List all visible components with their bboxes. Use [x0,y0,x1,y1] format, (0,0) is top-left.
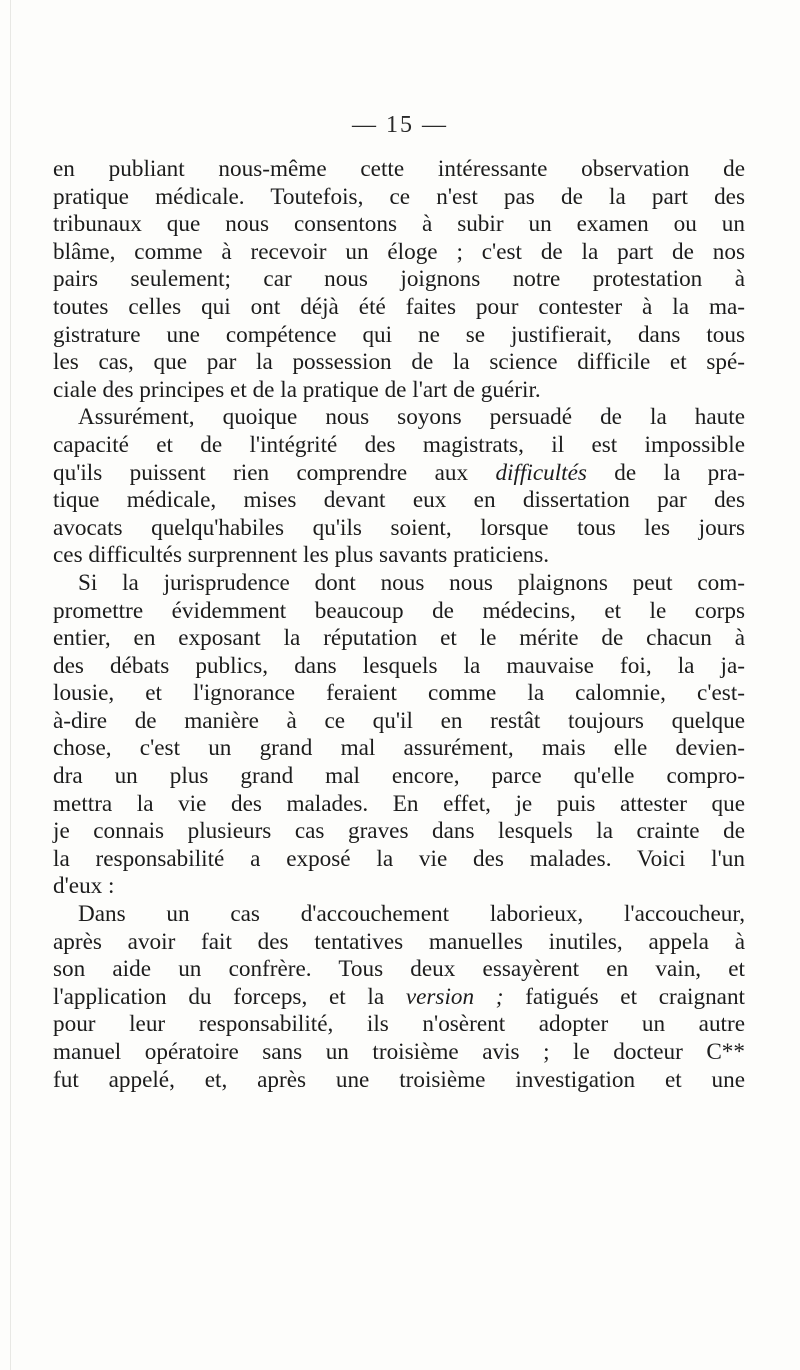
text-segment: ces difficultés surprennent les plus savants praticiens. [53,542,550,569]
text-line [53,487,745,515]
text-segment: fut appelé, et, après une troisième investigation et une [53,1066,745,1093]
text-line [53,570,745,598]
text-line [53,873,745,901]
page-edge-shadow [10,0,11,1370]
text-segment: tique médicale, mises devant eux en dissertation par des [53,487,745,514]
text-line [53,542,745,570]
text-segment: promettre évidemment beaucoup de médecins, et le corps [53,597,745,624]
text-segment: son aide un confrère. Tous deux essayèrent en vain, et [53,956,745,983]
text-segment: je connais plusieurs cas graves dans lesquels la crainte de [53,818,745,845]
text-line [53,349,745,377]
text-segment: des débats publics, dans lesquels la mauvaise foi, la ja- [53,652,745,679]
text-segment: à-dire de manière à ce qu'il en restât toujours quelque [53,707,745,734]
text-segment: blâme, comme à recevoir un éloge ; c'est de la part de nos [53,238,745,265]
text-line [53,1011,745,1039]
text-line [53,680,745,708]
text-line [53,211,745,239]
text-line [53,598,745,626]
text-segment: tribunaux que nous consentons à subir un examen ou un [53,211,745,238]
text-line [53,322,745,350]
text-segment: Si la jurisprudence dont nous nous plaignons peut com- [78,569,745,596]
text-segment: pratique médicale. Toutefois, ce n'est pas de la part des [53,183,745,210]
text-line [53,763,745,791]
text-line [53,377,745,405]
text-line [53,239,745,267]
text-line [53,625,745,653]
text-line [53,1067,745,1095]
text-segment: gistrature une compétence qui ne se justifierait, dans tous [53,321,745,348]
text-segment: de la pra- [586,459,745,486]
italic-text: version ; [405,983,504,1010]
text-segment: fatigués et craignant [503,983,745,1010]
text-segment: dra un plus grand mal encore, parce qu'elle compro- [53,763,745,790]
text-segment: après avoir fait des tentatives manuelles inutiles, appela à [53,928,745,955]
text-line [53,515,745,543]
italic-text: difficultés [495,459,587,486]
text-line [53,708,745,736]
text-segment: qu'ils puissent rien comprendre aux [53,459,496,486]
text-line [53,984,745,1012]
text-segment: entier, en exposant la réputation et le mérite de chacun à [53,625,745,652]
text-segment: chose, c'est un grand mal assurément, mais elle devien- [53,735,745,762]
text-line [53,404,745,432]
text-segment: la responsabilité a exposé la vie des malades. Voici l'un [53,845,745,872]
text-line [53,432,745,460]
text-segment: d'eux : [53,873,115,900]
text-line [53,156,745,184]
text-segment: les cas, que par la possession de la science difficile et spé- [53,349,745,376]
text-line [53,653,745,681]
text-line [53,184,745,212]
text-segment: avocats quelqu'habiles qu'ils soient, lorsque tous les jours [53,514,745,541]
text-line [53,956,745,984]
text-segment: mettra la vie des malades. En effet, je puis attester que [53,790,745,817]
text-line [53,266,745,294]
text-segment: en publiant nous-même cette intéressante observation de [53,156,745,182]
text-segment: manuel opératoire sans un troisième avis ; le docteur C** [53,1039,745,1065]
text-segment: ciale des principes et de la pratique de l'art de guérir. [53,376,541,403]
page-number: — 15 — [352,112,448,138]
text-line [53,791,745,819]
text-segment: pour leur responsabilité, ils n'osèrent adopter un autre [53,1011,745,1038]
text-segment: pairs seulement; car nous joignons notre protestation à [53,266,745,293]
text-line [53,846,745,874]
text-segment: Dans un cas d'accouchement laborieux, l'accoucheur, [78,901,745,928]
text-line [53,901,745,929]
text-line [53,294,745,322]
text-segment: lousie, et l'ignorance feraient comme la calomnie, c'est- [53,680,745,707]
text-line [53,735,745,763]
text-segment: capacité et de l'intégrité des magistrats, il est impossible [53,431,745,458]
text-segment: Assurément, quoique nous soyons persuadé de la haute [78,404,745,431]
text-segment: toutes celles qui ont déjà été faites pour contester à la ma- [53,293,745,320]
text-line [53,818,745,846]
text-line [53,929,745,957]
text-segment: l'application du forceps, et la [53,983,406,1010]
text-line [53,1039,745,1067]
body-text [53,156,745,1094]
text-line [53,460,745,488]
